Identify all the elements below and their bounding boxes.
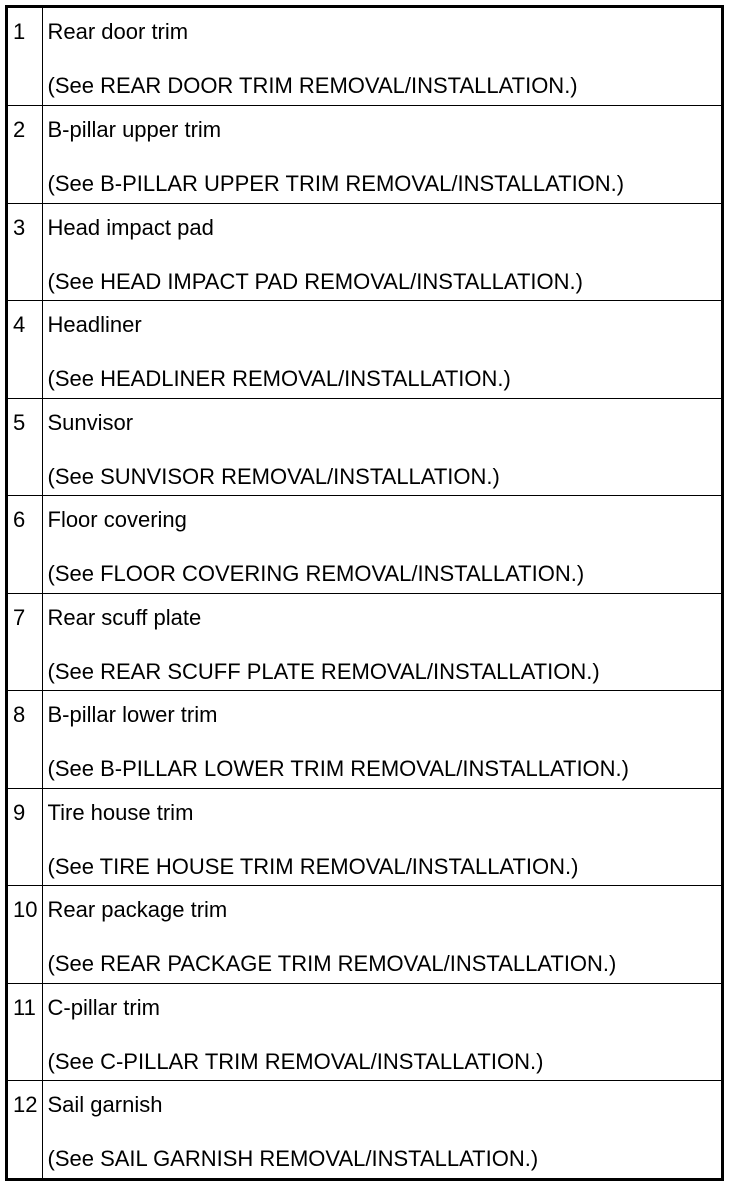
procedure-reference-link[interactable]: (See SUNVISOR REMOVAL/INSTALLATION.) bbox=[47, 463, 500, 489]
part-name: B-pillar lower trim bbox=[47, 702, 218, 727]
table-row bbox=[8, 1081, 721, 1179]
part-name: Head impact pad bbox=[47, 214, 214, 240]
part-description bbox=[42, 983, 721, 1081]
procedure-reference-link[interactable]: (See FLOOR COVERING REMOVAL/INSTALLATION.) bbox=[47, 561, 585, 586]
part-number: 4 bbox=[8, 301, 42, 399]
part-number: 8 bbox=[8, 691, 42, 789]
part-number: 3 bbox=[8, 203, 42, 301]
procedure-reference-link[interactable]: (See B-PILLAR UPPER TRIM REMOVAL/INSTALLATION.) bbox=[47, 171, 625, 196]
part-description bbox=[42, 8, 721, 106]
procedure-reference-link[interactable]: (See C-PILLAR TRIM REMOVAL/INSTALLATION.) bbox=[47, 1048, 544, 1074]
part-name: B-pillar upper trim bbox=[47, 117, 222, 142]
part-number: 7 bbox=[8, 593, 42, 691]
parts-table bbox=[8, 8, 721, 1178]
procedure-reference-link[interactable]: (See HEADLINER REMOVAL/INSTALLATION.) bbox=[47, 366, 511, 391]
table-row bbox=[8, 691, 721, 789]
part-description bbox=[42, 1081, 721, 1179]
table-row bbox=[8, 398, 721, 496]
parts-table-frame bbox=[5, 5, 724, 1181]
procedure-reference-link[interactable]: (See REAR PACKAGE TRIM REMOVAL/INSTALLATION.) bbox=[47, 951, 617, 976]
part-name: Sail garnish bbox=[47, 1092, 163, 1117]
procedure-reference-link[interactable]: (See REAR SCUFF PLATE REMOVAL/INSTALLATION.) bbox=[47, 658, 600, 684]
part-number: 1 bbox=[8, 8, 42, 106]
table-row bbox=[8, 593, 721, 691]
part-name: Sunvisor bbox=[47, 409, 134, 435]
part-description bbox=[42, 593, 721, 691]
part-number: 10 bbox=[8, 886, 42, 984]
table-row bbox=[8, 8, 721, 106]
part-number: 6 bbox=[8, 496, 42, 594]
part-description bbox=[42, 496, 721, 594]
part-number: 12 bbox=[8, 1081, 42, 1179]
table-row bbox=[8, 106, 721, 204]
part-description bbox=[42, 106, 721, 204]
part-number: 5 bbox=[8, 398, 42, 496]
procedure-reference-link[interactable]: (See SAIL GARNISH REMOVAL/INSTALLATION.) bbox=[47, 1146, 539, 1171]
table-row bbox=[8, 301, 721, 399]
part-name: Rear package trim bbox=[47, 897, 228, 922]
part-description bbox=[42, 788, 721, 886]
part-number: 11 bbox=[8, 983, 42, 1081]
procedure-reference-link[interactable]: (See HEAD IMPACT PAD REMOVAL/INSTALLATION.) bbox=[47, 268, 583, 294]
part-number: 9 bbox=[8, 788, 42, 886]
table-row bbox=[8, 203, 721, 301]
table-row bbox=[8, 496, 721, 594]
part-name: Rear door trim bbox=[47, 19, 189, 44]
part-name: Rear scuff plate bbox=[47, 604, 202, 630]
part-name: C-pillar trim bbox=[47, 994, 160, 1020]
procedure-reference-link[interactable]: (See REAR DOOR TRIM REMOVAL/INSTALLATION.) bbox=[47, 73, 578, 98]
part-description bbox=[42, 301, 721, 399]
part-name: Floor covering bbox=[47, 507, 187, 532]
table-row bbox=[8, 983, 721, 1081]
part-description bbox=[42, 398, 721, 496]
part-description bbox=[42, 203, 721, 301]
procedure-reference-link[interactable]: (See B-PILLAR LOWER TRIM REMOVAL/INSTALLATION.) bbox=[47, 756, 629, 781]
part-number: 2 bbox=[8, 106, 42, 204]
part-name: Headliner bbox=[47, 312, 142, 337]
table-row bbox=[8, 886, 721, 984]
procedure-reference-link[interactable]: (See TIRE HOUSE TRIM REMOVAL/INSTALLATION.) bbox=[47, 853, 579, 879]
part-description bbox=[42, 691, 721, 789]
part-name: Tire house trim bbox=[47, 799, 194, 825]
part-description bbox=[42, 886, 721, 984]
table-row bbox=[8, 788, 721, 886]
